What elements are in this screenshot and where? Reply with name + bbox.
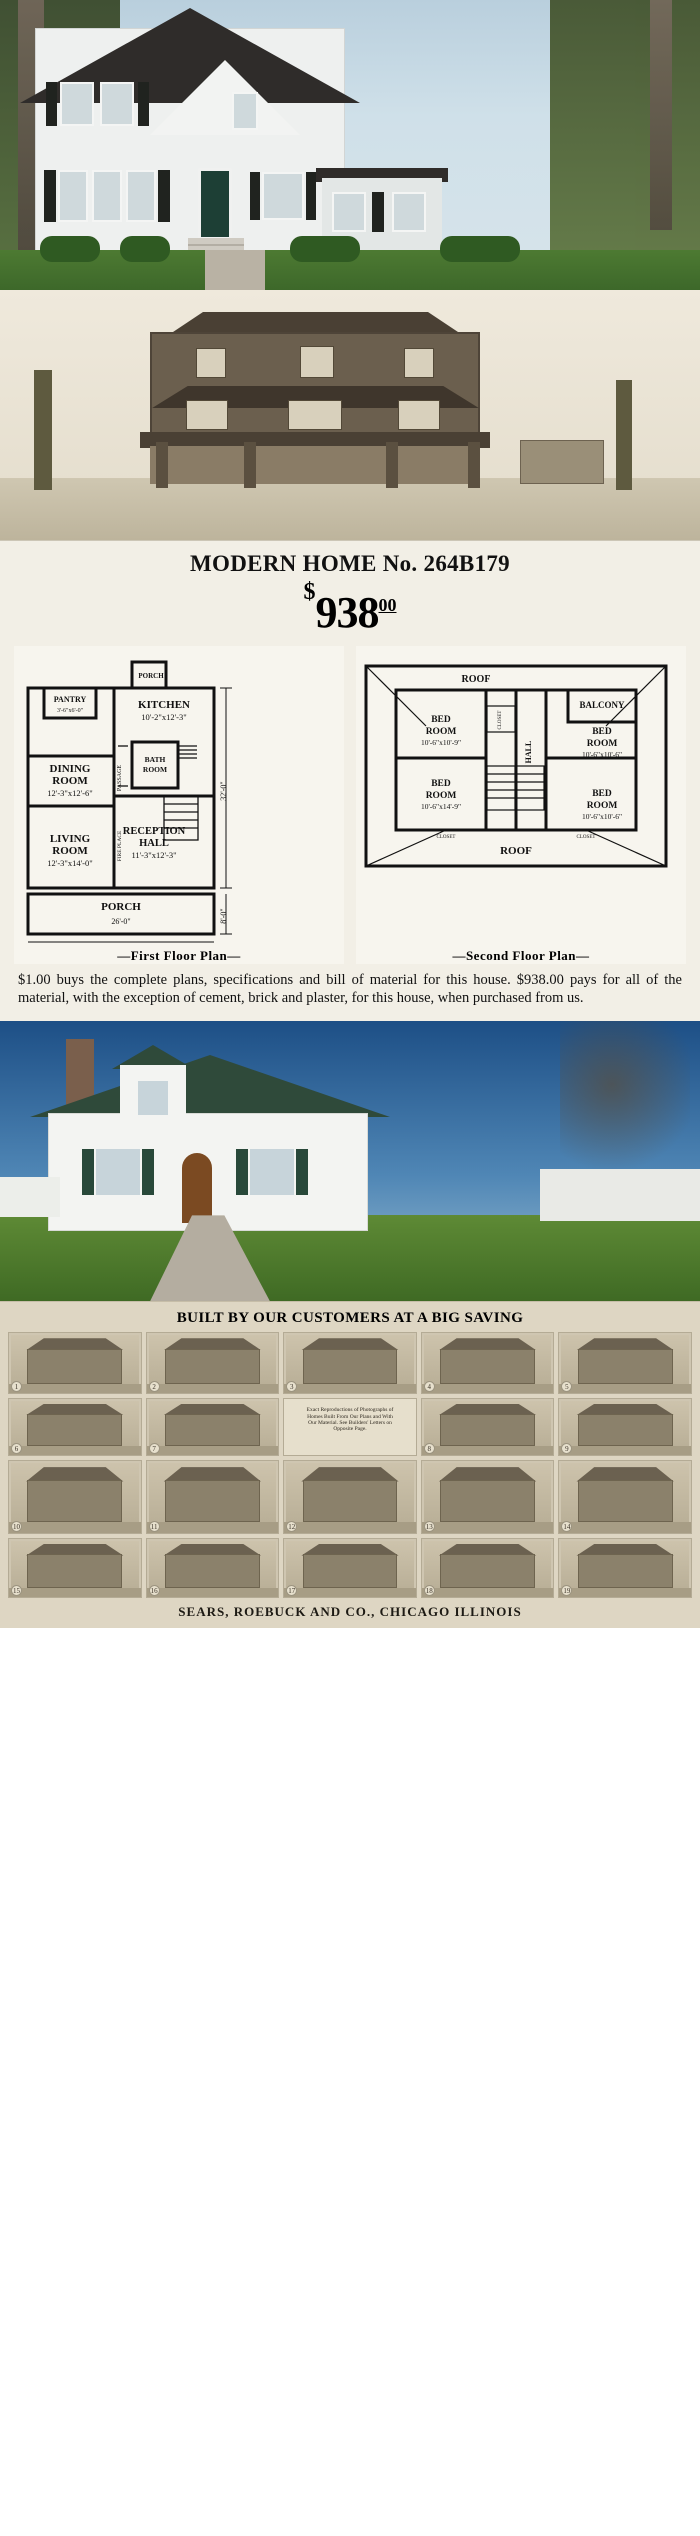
svg-text:HALL: HALL xyxy=(524,740,533,764)
testimonial-footer: SEARS, ROEBUCK AND CO., CHICAGO ILLINOIS xyxy=(178,1604,522,1620)
photo-number: 12 xyxy=(288,1523,296,1532)
dormer-window xyxy=(404,348,434,378)
photo-number: 13 xyxy=(425,1523,433,1532)
svg-text:ROOM: ROOM xyxy=(52,775,88,787)
shutter xyxy=(82,1149,94,1195)
svg-text:3'-6"x6'-0": 3'-6"x6'-0" xyxy=(56,708,84,714)
shutter xyxy=(158,170,170,222)
plan-blurb: $1.00 buys the complete plans, specifications and bill of material for this house. $938.00 pays for all of the material, with the exception of cement, brick and plaster, for this house, when purchased from us. xyxy=(18,972,682,1006)
window-lower-left xyxy=(58,170,88,222)
svg-text:32'-0": 32'-0" xyxy=(219,781,228,801)
window-upper-left xyxy=(60,82,94,126)
bare-tree xyxy=(560,1021,690,1181)
tree-right xyxy=(550,0,700,250)
dormer-window xyxy=(300,346,334,378)
price-block xyxy=(14,579,686,638)
testimonial-photo-15 xyxy=(8,1538,142,1598)
second-floor-window xyxy=(398,400,440,430)
sepia-catalog-photo-foursquare-house xyxy=(0,290,700,540)
porch-column xyxy=(156,442,168,488)
floor-plans xyxy=(14,646,686,964)
shutter xyxy=(250,172,260,220)
price-cents: 00 xyxy=(378,595,397,615)
svg-text:ROOM: ROOM xyxy=(586,801,618,811)
testimonial-photo-17 xyxy=(283,1538,417,1598)
svg-text:ROOM: ROOM xyxy=(142,765,168,774)
dormer-window xyxy=(138,1081,168,1115)
shutter xyxy=(372,192,384,232)
svg-text:BED: BED xyxy=(592,727,612,737)
svg-text:10'-6"x10'-6": 10'-6"x10'-6" xyxy=(581,812,623,821)
svg-text:BALCONY: BALCONY xyxy=(579,700,625,710)
testimonial-photo-18 xyxy=(421,1538,555,1598)
testimonial-photo-6 xyxy=(8,1398,142,1456)
window-lower-right xyxy=(262,172,304,220)
svg-text:ROOF: ROOF xyxy=(461,674,491,685)
plan-sheet xyxy=(0,540,700,1021)
svg-text:RECEPTION: RECEPTION xyxy=(122,826,186,837)
testimonial-photo-9 xyxy=(558,1398,692,1456)
svg-text:12'-3"x12'-6": 12'-3"x12'-6" xyxy=(47,788,93,798)
photo-number: 17 xyxy=(288,1587,296,1596)
shrub xyxy=(290,236,360,262)
photo-number: 11 xyxy=(149,1521,160,1532)
testimonial-photo-16 xyxy=(146,1538,280,1598)
svg-text:12'-3"x14'-0": 12'-3"x14'-0" xyxy=(47,858,93,868)
photo-number: 9 xyxy=(561,1443,572,1454)
svg-text:ROOM: ROOM xyxy=(52,845,88,857)
color-photo-white-tudor-cottage xyxy=(0,0,700,290)
svg-text:PORCH: PORCH xyxy=(138,672,164,680)
center-note-text: Exact Reproductions of Photographs of Homes Built From Our Plans and With Our Material. See Builders' Letters on Opposite Page. xyxy=(306,1407,394,1433)
photo-number: 1 xyxy=(11,1381,22,1392)
svg-text:CLOSET: CLOSET xyxy=(576,835,596,840)
svg-text:HALL: HALL xyxy=(139,838,169,849)
window-wing-2 xyxy=(392,192,426,232)
photo-number: 18 xyxy=(425,1587,433,1596)
shutter xyxy=(44,170,56,222)
tree-trunk-right xyxy=(616,380,632,490)
window-right xyxy=(250,1149,294,1195)
front-door xyxy=(198,168,232,240)
window-lower-left-3 xyxy=(126,170,156,222)
testimonial-heading: BUILT BY OUR CUSTOMERS AT A BIG SAVING xyxy=(176,1310,524,1327)
svg-text:ROOM: ROOM xyxy=(425,791,457,801)
fence-right xyxy=(540,1169,700,1221)
porch-column xyxy=(244,442,256,488)
svg-text:CLOSET: CLOSET xyxy=(436,835,456,840)
svg-text:8'-0": 8'-0" xyxy=(219,908,228,924)
svg-text:BATH: BATH xyxy=(144,755,166,764)
shutter xyxy=(306,172,316,220)
shutter xyxy=(236,1149,248,1195)
svg-text:LIVING: LIVING xyxy=(49,833,91,845)
second-floor-caption: —Second Floor Plan— xyxy=(452,948,590,963)
testimonial-photo-2 xyxy=(146,1332,280,1394)
shrub xyxy=(440,236,520,262)
photo-number: 19 xyxy=(563,1587,571,1596)
testimonial-photo-1 xyxy=(8,1332,142,1394)
photo-number: 2 xyxy=(149,1381,160,1392)
window-wing xyxy=(332,192,366,232)
price-amount: 938 xyxy=(315,588,379,637)
photo-number: 4 xyxy=(424,1381,435,1392)
shrub xyxy=(40,236,100,262)
svg-text:PASSAGE: PASSAGE xyxy=(117,764,123,792)
first-floor-plan-drawing xyxy=(14,646,344,946)
testimonial-photo-11 xyxy=(146,1460,280,1534)
testimonial-photo-14 xyxy=(558,1460,692,1534)
photo-number: 14 xyxy=(563,1523,571,1532)
ground xyxy=(0,478,700,540)
photo-number: 7 xyxy=(149,1443,160,1454)
testimonial-center-note xyxy=(283,1398,417,1456)
porch-column xyxy=(386,442,398,488)
front-gable xyxy=(150,60,300,135)
first-floor-caption: —First Floor Plan— xyxy=(117,948,241,963)
svg-text:10'-6"x14'-9": 10'-6"x14'-9" xyxy=(420,802,462,811)
svg-text:10'-2"x12'-3": 10'-2"x12'-3" xyxy=(141,712,187,722)
window-upper-left-2 xyxy=(100,82,134,126)
neighbor-house xyxy=(520,440,604,484)
svg-text:11'-3"x12'-3": 11'-3"x12'-3" xyxy=(131,850,177,860)
window-lower-left-2 xyxy=(92,170,122,222)
testimonial-photo-19 xyxy=(558,1538,692,1598)
shrub xyxy=(120,236,170,262)
testimonial-photo-12 xyxy=(283,1460,417,1534)
model-title: MODERN HOME No. 264B179 xyxy=(190,551,510,576)
second-floor-window xyxy=(186,400,228,430)
shutter xyxy=(142,1149,154,1195)
photo-number: 3 xyxy=(286,1381,297,1392)
svg-text:KITCHEN: KITCHEN xyxy=(138,699,190,711)
dormer-window xyxy=(196,348,226,378)
svg-text:CLOSET: CLOSET xyxy=(498,710,503,730)
svg-text:BED: BED xyxy=(431,779,451,789)
porch xyxy=(150,446,480,484)
second-floor-plan xyxy=(356,646,686,964)
first-floor-plan xyxy=(14,646,344,964)
testimonial-grid xyxy=(8,1332,692,1598)
price-dollar-sign: $ xyxy=(303,579,316,605)
fence-left xyxy=(0,1177,60,1217)
testimonial-photo-13 xyxy=(421,1460,555,1534)
photo-number: 16 xyxy=(150,1587,158,1596)
color-photo-white-cape-cod xyxy=(0,1021,700,1301)
testimonial-photo-3 xyxy=(283,1332,417,1394)
svg-text:10'-6"x10'-6": 10'-6"x10'-6" xyxy=(581,750,623,759)
svg-text:ROOF: ROOF xyxy=(500,845,532,857)
photo-number: 5 xyxy=(561,1381,572,1392)
testimonial-photo-4 xyxy=(421,1332,555,1394)
testimonial-photo-10 xyxy=(8,1460,142,1534)
svg-text:ROOM: ROOM xyxy=(425,727,457,737)
shutter xyxy=(138,82,149,126)
photo-number: 10 xyxy=(13,1523,20,1532)
svg-text:26'-0": 26'-0" xyxy=(111,917,131,926)
testimonial-photo-8 xyxy=(421,1398,555,1456)
window-left xyxy=(96,1149,140,1195)
svg-text:BED: BED xyxy=(592,789,612,799)
svg-text:BED: BED xyxy=(431,715,451,725)
svg-text:PORCH: PORCH xyxy=(101,901,141,913)
main-roof xyxy=(30,1055,390,1117)
tree-trunk-left xyxy=(34,370,52,490)
testimonial-photo-7 xyxy=(146,1398,280,1456)
second-floor-plan-drawing xyxy=(356,646,686,946)
porch-column xyxy=(468,442,480,488)
svg-text:10'-6"x10'-9": 10'-6"x10'-9" xyxy=(420,738,462,747)
svg-text:PANTRY: PANTRY xyxy=(53,695,87,704)
svg-text:FIRE PLACE: FIRE PLACE xyxy=(117,830,123,862)
photo-number: 8 xyxy=(424,1443,435,1454)
photo-number: 15 xyxy=(13,1587,20,1596)
customer-built-homes-grid xyxy=(0,1301,700,1628)
svg-text:DINING: DINING xyxy=(49,763,91,775)
walkway xyxy=(205,250,265,290)
shutter xyxy=(296,1149,308,1195)
photo-number: 6 xyxy=(11,1443,22,1454)
svg-text:ROOM: ROOM xyxy=(586,739,618,749)
second-floor-window xyxy=(288,400,342,430)
shutter xyxy=(46,82,57,126)
testimonial-photo-5 xyxy=(558,1332,692,1394)
window-gable xyxy=(232,92,258,130)
